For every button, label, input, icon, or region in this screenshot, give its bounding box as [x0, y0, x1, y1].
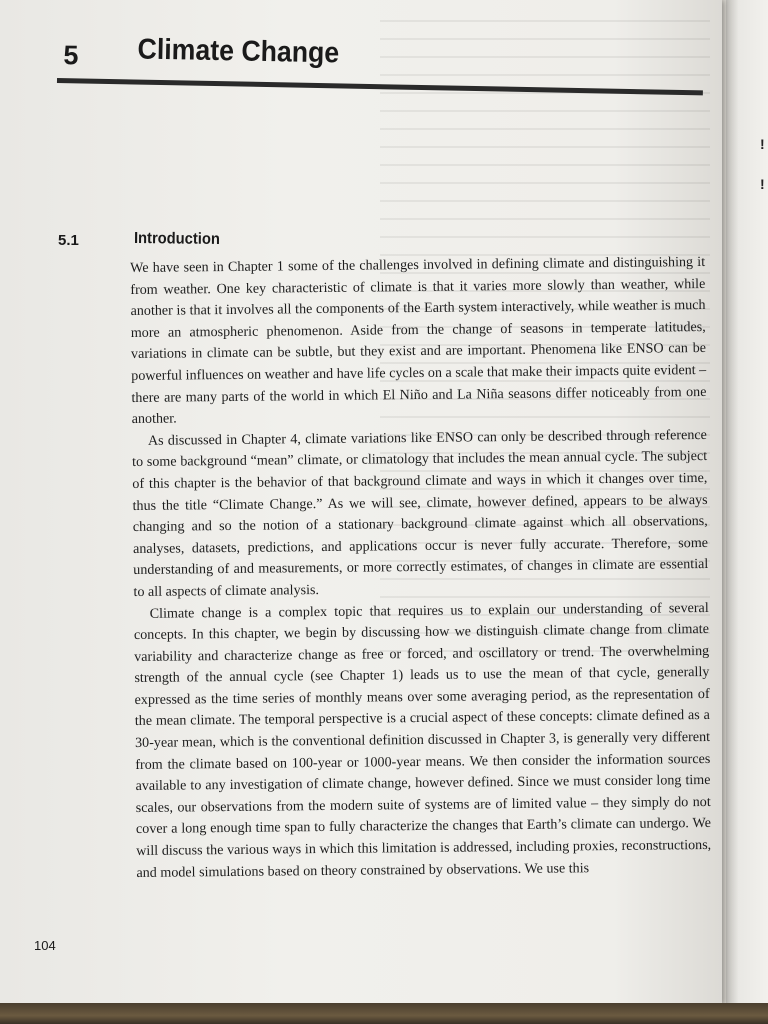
page-number: 104: [34, 938, 56, 953]
paragraph: As discussed in Chapter 4, climate variations like ENSO can only be described through reference to some background “mean” climate, or climatology that includes the mean annual cycle. The subject of this chapter is the behavior of that background climate and ways in which it changes over time, thus the title “Climate Change.” As we will see, climate, however defined, appears to be always changing and so the notion of a stationary background climate against which all observations, analyses, datasets, predictions, and applications occur is never fully accurate. Therefore, some understanding of and measurements, or more correctly estimates, of changes in climate are essential to all aspects of climate analysis.: [132, 426, 709, 600]
paragraph: Climate change is a complex topic that requires us to explain our understanding of several concepts. In this chapter, we begin by discussing how we distinguish climate change from climate variability and characterize change as free or forced, and oscillatory or trend. The overwhelming strength of the annual cycle (see Chapter 1) leads us to use the mean of that cycle, generally expressed as the time series of monthly means over some averaging period, as the representation of the mean climate. The temporal perspective is a crucial aspect of these concepts: climate defined as a 30-year mean, which is the conventional definition discussed in Chapter 3, is generally very different from the climate based on 100-year or 1000-year means. We then consider the information sources available to any investigation of climate change, however defined. Since we must consider long time scales, our observations from the modern suite of systems are of limited value – they simply do not cover a long enough time span to fully characterize the changes that Earth’s climate can undergo. We will discuss the various ways in which this limitation is addressed, including proxies, reconstructions, and model simulations based on theory constrained by observations. We use this: [133, 599, 712, 881]
section-number: 5.1: [58, 232, 79, 249]
facing-page-edge: [726, 0, 768, 1010]
chapter-rule: [57, 78, 703, 95]
chapter-header: [57, 28, 704, 106]
body-text: [130, 252, 712, 884]
section-title: Introduction: [133, 230, 220, 248]
chapter-title: Climate Change: [137, 33, 340, 70]
facing-page-glyph: !: [760, 176, 765, 192]
facing-page-glyph: !: [760, 136, 765, 152]
desk-surface: [0, 1003, 768, 1024]
chapter-number: 5: [63, 40, 79, 71]
paragraph: We have seen in Chapter 1 some of the challenges involved in defining climate and distinguishing it from weather. One key characteristic of climate is that it varies more slowly than weather, while another is that it involves all the components of the Earth system interactively, while weather is much more an atmospheric phenomenon. Aside from the change of seasons in temperate latitudes, variations in climate can be subtle, but they exist and are important. Phenomena like ENSO can be powerful influences on weather and have life cycles on a scale that make their impacts quite evident – there are many parts of the world in which El Niño and La Niña seasons differ noticeably from one another.: [130, 253, 707, 428]
